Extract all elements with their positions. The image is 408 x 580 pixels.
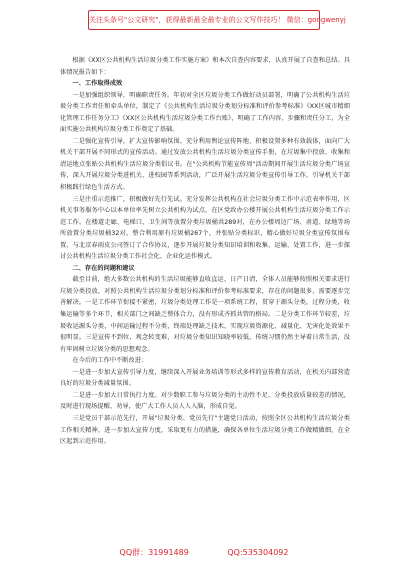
footer-qq-group: QQ群：31991489: [119, 548, 189, 557]
paragraph: 二是进一步加大日常执行力度。对少数职工参与垃圾分类的主动性不足、分类投放质量较差的情况，及时进行现场提醒、劝导，使广大工作人员人人入脑，形成自觉。: [60, 391, 350, 411]
paragraph: 一是进一步加大宣传引导力度，继续深入开展业务培训等形式多样的宣传教育活动，在机关内部营造良好的垃圾分类减量氛围。: [60, 368, 350, 388]
paragraph: 截至目前，绝大多数公共机构的生活垃圾能够直收直运、日产日清，全体人员能够按照相关要求进行垃圾分类投放，对照公共机构生活垃圾分类划分标准和评价参考标准要求，存在的问题很多，需要逐步完善解决。一是工作环节衔接不紧密，垃圾分类处理工作是一项系统工程，贯穿于源头分类，过程分类，收集运输等多个环节，相关部门之间缺乏整体合力，没有形成齐抓共管的格局。二是分类工作环节较差，垃圾收运源头分类、中间运输过程不分类，终端处理缺乏技术，实现垃圾资源化、减量化、无害化处效果不很明显。三是宣传不到位，观念转变难，对垃圾分类知识知晓率较低，传统习惯仍然主导着日常生活，没有牢固树立垃圾分类的思想观念。: [60, 276, 350, 353]
paragraph: 在今后的工作中不断改进：: [72, 357, 148, 365]
promo-banner: 关注头条号"公文研究"，获得最新最全最专业的公文写作技巧！ 微信：gongwenyj: [88, 10, 320, 30]
section-heading: 一、工作取得成效: [72, 80, 123, 88]
section-heading: 二、存在的问题和建议: [72, 264, 135, 272]
paragraph: 三是注重示范推广，积极做好先行先试。充分发挥公共机构在社会垃圾分类工作中示范表率作用，区机关事务服务中心以本单位率先树立公共机构为试点，在区党政办公楼开展公共机构生活垃圾分类工作示范工作。在楼道走廊、电梯口、卫生间等放置分类垃圾桶共289对，在办公楼周边广场、甬道、绿地等场所放置分类垃圾桶32对，整合利用原有垃圾桶267个，并张贴分类标识，精心做好垃圾分类宣传氛围布置，与北京春雨皮公司签订了合作协议，逐步开展垃圾分类知识培训和收集、运输、处置工作，进一步探讨公共机构生活垃圾分类工作社会化、企业化运作模式。: [60, 195, 350, 261]
footer-qq: QQ:535304092: [227, 548, 289, 557]
footer-contact: [0, 547, 408, 558]
paragraph: 一是加强组织领导，明确职责任务。年初对全区垃圾分类工作做好动员部署，明确了公共机构生活垃圾分类工作责任和牵头单位，制定了《公共机构生活垃圾分类划分标准和评价参考标准》《XX区城市精细化管理工作任务分工》《XX区公共机构生活垃圾分类工作台账》，明确了工作内容、步骤和责任分工，为全面实施公共机构垃圾分类工作奠定了基础。: [60, 91, 350, 134]
paragraph: 三是党员干部示范先行，开展"垃圾分类、党员先行"主题党日活动，按照全区公共机构生活垃圾分类工作相关精神，进一步加大宣传力度，采取更有力的措施，确保各单位生活垃圾分类工作做精做细，在全区起到示范作用。: [60, 414, 350, 446]
paragraph: 二是强化宣传引导，扩大宣传影响氛围。充分利用舆论宣传阵地，积极设置多种有效载体，面向广大机关干部开展不同形式的宣传活动。通过发放公共机构生活垃圾分类宣传手册，在垃圾集中投放、收集和清运地点张贴公共机构生活垃圾分类倡议书。在"公共机构节能宣传周"活动期间开展生活垃圾分类广场宣传，深入开展垃圾分类进机关、进校园等系列活动，广泛开展生活垃圾分类宣传引导工作，引导机关干部积极践行绿色生活方式。: [60, 137, 350, 192]
paragraph: 根据《XX区公共机构生活垃圾分类工作实施方案》和本次自查内容要求，认真开展了自查和总结。具体情况报告如下：: [60, 57, 350, 76]
document-body: [60, 55, 350, 448]
